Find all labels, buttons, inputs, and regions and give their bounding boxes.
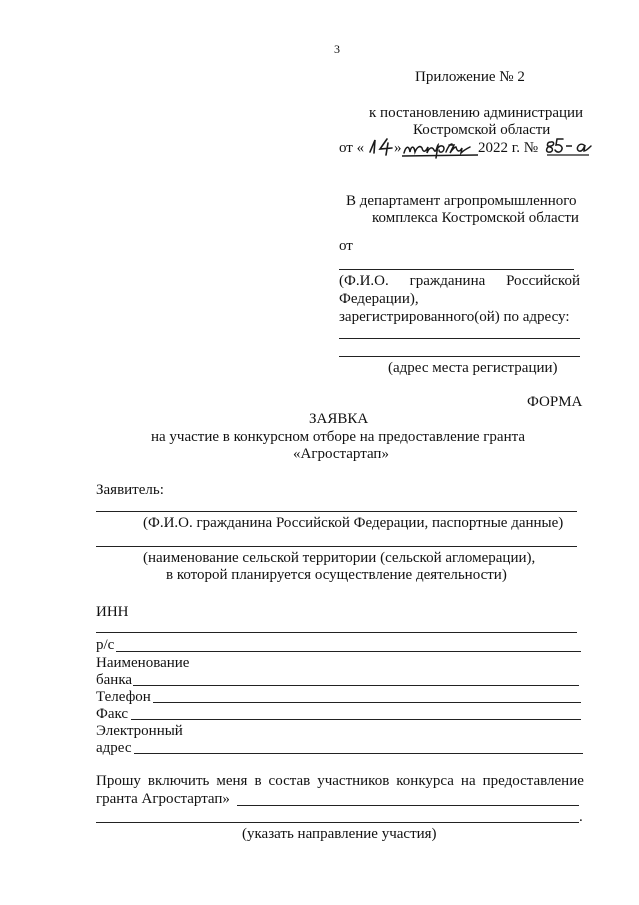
territory-hint1: (наименование сельской территории (сельской агломерации),	[143, 550, 536, 566]
applicant-fio-line[interactable]	[96, 511, 577, 512]
applicant-fio-hint: (Ф.И.О. гражданина Российской Федерации, паспортные данные)	[143, 515, 564, 531]
request-word-8: на	[460, 773, 476, 789]
forma-label: ФОРМА	[527, 394, 583, 410]
direction-line[interactable]	[96, 822, 579, 823]
handwritten-number	[543, 134, 593, 162]
resolution-line: к постановлению администрации	[369, 105, 584, 121]
address-line2[interactable]	[339, 356, 580, 357]
handwritten-month-svg	[402, 136, 480, 160]
address-hint: (адрес места регистрации)	[388, 360, 558, 376]
fax-label: Факс	[96, 706, 129, 722]
fio-hint-word2: гражданина	[409, 273, 486, 289]
phone-line[interactable]	[153, 702, 581, 703]
territory-line[interactable]	[96, 546, 577, 547]
handwritten-day	[367, 136, 395, 162]
fio-hint-word3: Российской	[506, 273, 580, 289]
fio-hint-line1	[339, 272, 580, 290]
account-label: р/с	[96, 637, 115, 653]
account-line[interactable]	[116, 651, 581, 652]
request-word-6: участников	[317, 773, 390, 789]
page-number: 3	[334, 42, 340, 56]
bank-label-line2: банка	[96, 672, 133, 688]
request-word-5: состав	[268, 773, 311, 789]
inn-line[interactable]	[96, 632, 577, 633]
request-word-4: в	[254, 773, 262, 789]
fio-hint-word1: (Ф.И.О.	[339, 273, 389, 289]
addressee-line2: комплекса Костромской области	[372, 210, 579, 226]
request-word-2: включить	[147, 773, 210, 789]
bank-label-line1: Наименование	[96, 655, 190, 671]
application-heading: ЗАЯВКА	[309, 411, 369, 427]
registered-label: зарегистрированного(ой) по адресу:	[339, 309, 570, 325]
request-word-3: меня	[216, 773, 248, 789]
email-label-line1: Электронный	[96, 723, 183, 739]
direction-period: .	[579, 809, 583, 825]
email-line[interactable]	[134, 753, 583, 754]
handwritten-month	[402, 136, 480, 164]
appendix-title: Приложение № 2	[415, 69, 525, 85]
fio-hint-line2: Федерации),	[339, 291, 419, 307]
bank-line[interactable]	[133, 685, 579, 686]
fio-line[interactable]	[339, 269, 574, 270]
request-word-7: конкурса	[396, 773, 454, 789]
inn-label: ИНН	[96, 604, 129, 620]
quote-close: »	[394, 140, 402, 156]
email-label-line2: адрес	[96, 740, 132, 756]
address-line1[interactable]	[339, 338, 580, 339]
request-word-1: Прошу	[96, 773, 141, 789]
applicant-label: Заявитель:	[96, 482, 164, 498]
date-prefix: от «	[339, 140, 365, 156]
application-subtitle2: «Агростартап»	[293, 446, 389, 462]
application-subtitle1: на участие в конкурсном отборе на предоставление гранта	[151, 429, 525, 445]
fax-line[interactable]	[131, 719, 581, 720]
direction-hint: (указать направление участия)	[242, 826, 437, 842]
region-line: Костромской области	[413, 122, 551, 138]
grant-line[interactable]	[237, 805, 579, 806]
handwritten-day-svg	[367, 136, 395, 158]
request-word-9: предоставление	[482, 773, 584, 789]
request-line2: гранта Агростартап»	[96, 791, 230, 807]
handwritten-number-svg	[543, 134, 593, 158]
territory-hint2: в которой планируется осуществление деятельности)	[166, 567, 507, 583]
request-line1	[96, 772, 584, 790]
from-label: от	[339, 238, 353, 254]
addressee-line1: В департамент агропромышленного	[346, 193, 577, 209]
year-number-label: 2022 г. №	[478, 140, 539, 156]
phone-label: Телефон	[96, 689, 151, 705]
